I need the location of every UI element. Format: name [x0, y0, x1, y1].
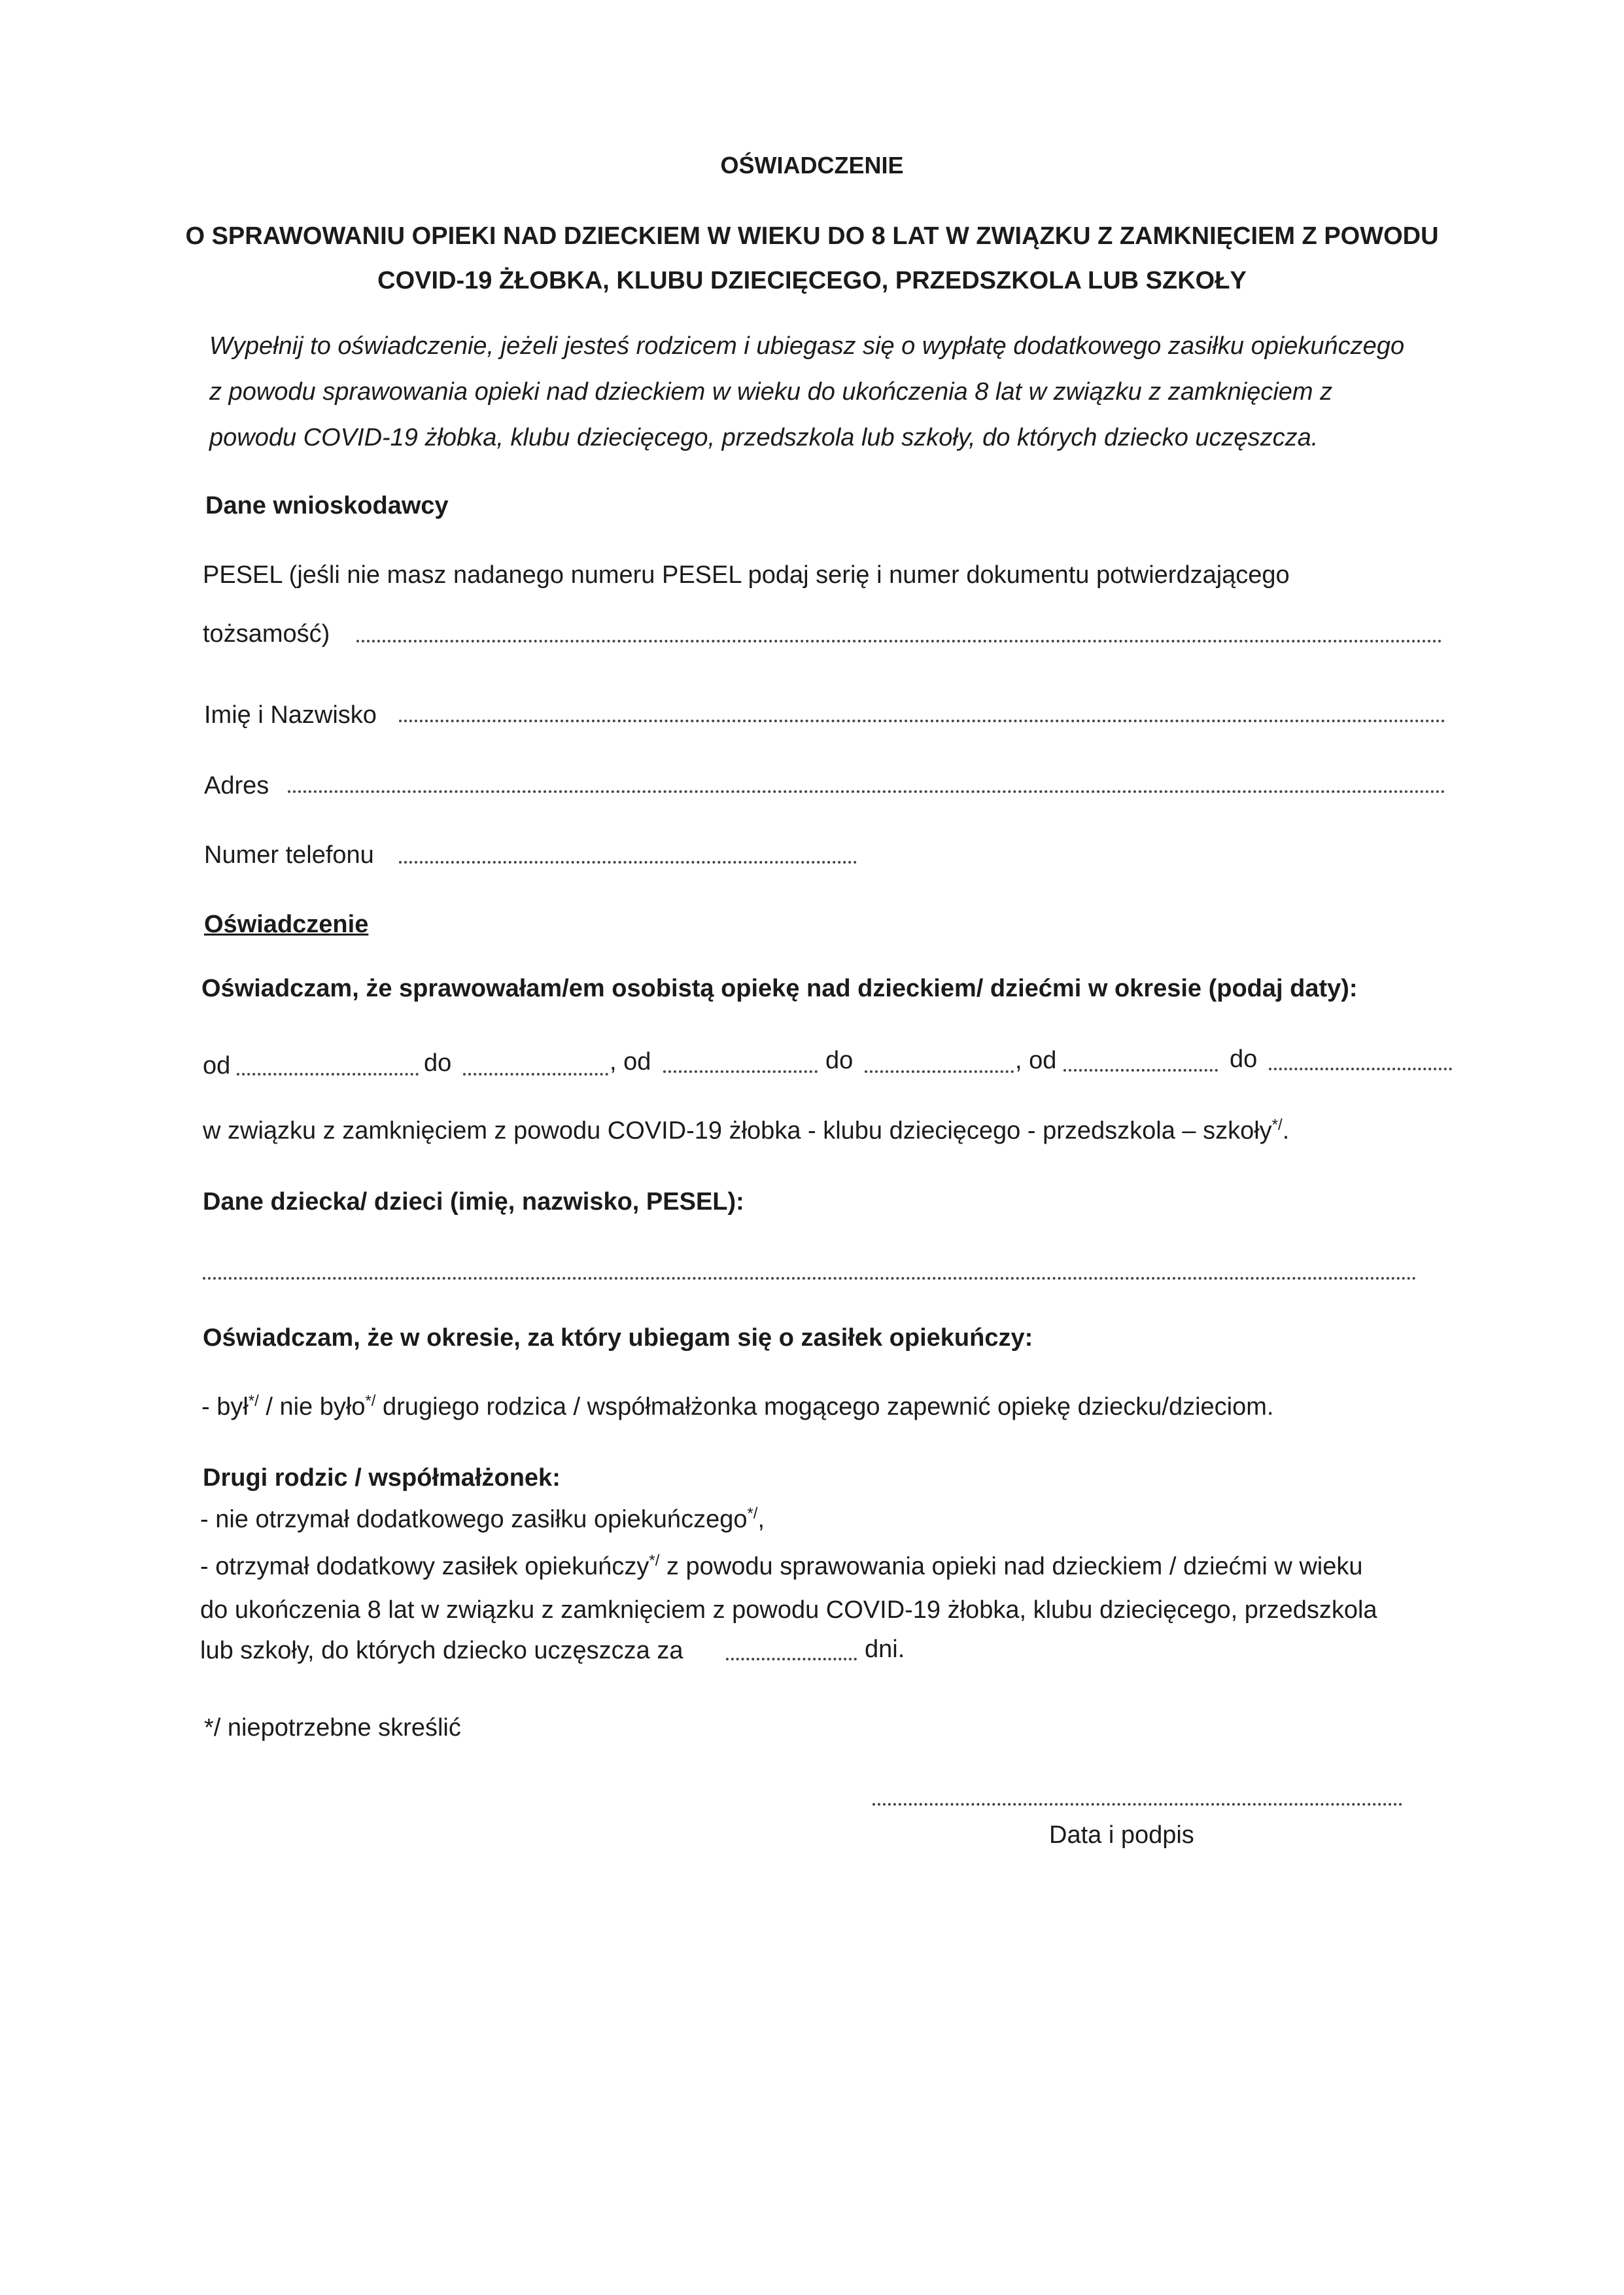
date-to-label-1: do — [424, 1049, 452, 1077]
document-subtitle-line2: COVID-19 ŻŁOBKA, KLUBU DZIECIĘCEGO, PRZEDSZKOLA LUB SZKOŁY — [377, 267, 1247, 294]
second-parent-option2-line3: lub szkoły, do których dziecko uczęszcza za — [200, 1637, 683, 1664]
applicant-heading: Dane wnioskodawcy — [205, 492, 449, 519]
phone-field[interactable] — [399, 861, 857, 864]
intro-line3: powodu COVID-19 żłobka, klubu dziecięcego, przedszkola lub szkoły, do których dziecko uczęszcza. — [209, 424, 1319, 451]
document-title: OŚWIADCZENIE — [720, 152, 904, 179]
children-heading: Dane dziecka/ dzieci (imię, nazwisko, PESEL): — [203, 1188, 744, 1216]
signature-field[interactable] — [872, 1803, 1402, 1806]
period-statement: Oświadczam, że w okresie, za który ubiegam się o zasiłek opiekuńczy: — [203, 1324, 1033, 1352]
address-label: Adres — [204, 772, 269, 799]
closure-reason: w związku z zamknięciem z powodu COVID-19 żłobka - klubu dziecięcego - przedszkola – szkoły*/. — [203, 1116, 1290, 1145]
document-subtitle-line1: O SPRAWOWANIU OPIEKI NAD DZIECKIEM W WIEKU DO 8 LAT W ZWIĄZKU Z ZAMKNIĘCIEM Z POWODU — [185, 222, 1439, 250]
second-parent-option2-line1: - otrzymał dodatkowy zasiłek opiekuńczy*/ z powodu sprawowania opieki nad dzieckiem / dziećmi w wieku — [200, 1552, 1363, 1581]
date-to-label-3: do — [1230, 1045, 1258, 1073]
date-to-field-3[interactable] — [1269, 1068, 1452, 1070]
phone-label: Numer telefonu — [204, 841, 374, 869]
children-field[interactable] — [203, 1277, 1417, 1280]
days-field[interactable] — [726, 1658, 857, 1660]
pesel-label-line2: tożsamość) — [203, 620, 330, 648]
address-field[interactable] — [288, 790, 1445, 793]
date-to-field-2[interactable] — [865, 1070, 1014, 1073]
signature-label: Data i podpis — [1049, 1821, 1194, 1849]
care-statement: Oświadczam, że sprawowałam/em osobistą opiekę nad dzieckiem/ dziećmi w okresie (podaj daty): — [201, 975, 1358, 1002]
second-parent-heading: Drugi rodzic / współmałżonek: — [203, 1464, 561, 1492]
pesel-label-line1: PESEL (jeśli nie masz nadanego numeru PESEL podaj serię i numer dokumentu potwierdzającego — [203, 561, 1290, 589]
name-label: Imię i Nazwisko — [204, 701, 377, 729]
second-parent-option1: - nie otrzymał dodatkowego zasiłku opiekuńczego*/, — [200, 1505, 765, 1533]
date-from-field-1[interactable] — [237, 1073, 419, 1076]
date-to-label-2: do — [825, 1047, 854, 1074]
declaration-heading: Oświadczenie — [204, 911, 369, 938]
footnote: */ niepotrzebne skreślić — [204, 1714, 461, 1742]
other-parent-statement: - był*/ / nie było*/ drugiego rodzica / współmałżonka mogącego zapewnić opiekę dziecku/dzieciom. — [201, 1392, 1274, 1421]
second-parent-option2-line2: do ukończenia 8 lat w związku z zamknięciem z powodu COVID-19 żłobka, klubu dziecięcego, przedszkola — [200, 1596, 1377, 1624]
pesel-field[interactable] — [356, 640, 1442, 642]
date-from-label-3: , od — [1015, 1047, 1057, 1074]
date-from-label-2: , od — [610, 1048, 651, 1076]
date-from-field-2[interactable] — [663, 1070, 818, 1073]
name-field[interactable] — [399, 720, 1445, 722]
intro-line1: Wypełnij to oświadczenie, jeżeli jesteś rodzicem i ubiegasz się o wypłatę dodatkowego zasiłku opiekuńczego — [209, 332, 1405, 360]
date-from-label-1: od — [203, 1052, 231, 1079]
days-label: dni. — [865, 1636, 905, 1663]
intro-line2: z powodu sprawowania opieki nad dzieckiem w wieku do ukończenia 8 lat w związku z zamknięciem z — [209, 378, 1333, 406]
date-to-field-1[interactable] — [463, 1073, 608, 1076]
date-from-field-3[interactable] — [1063, 1069, 1218, 1072]
